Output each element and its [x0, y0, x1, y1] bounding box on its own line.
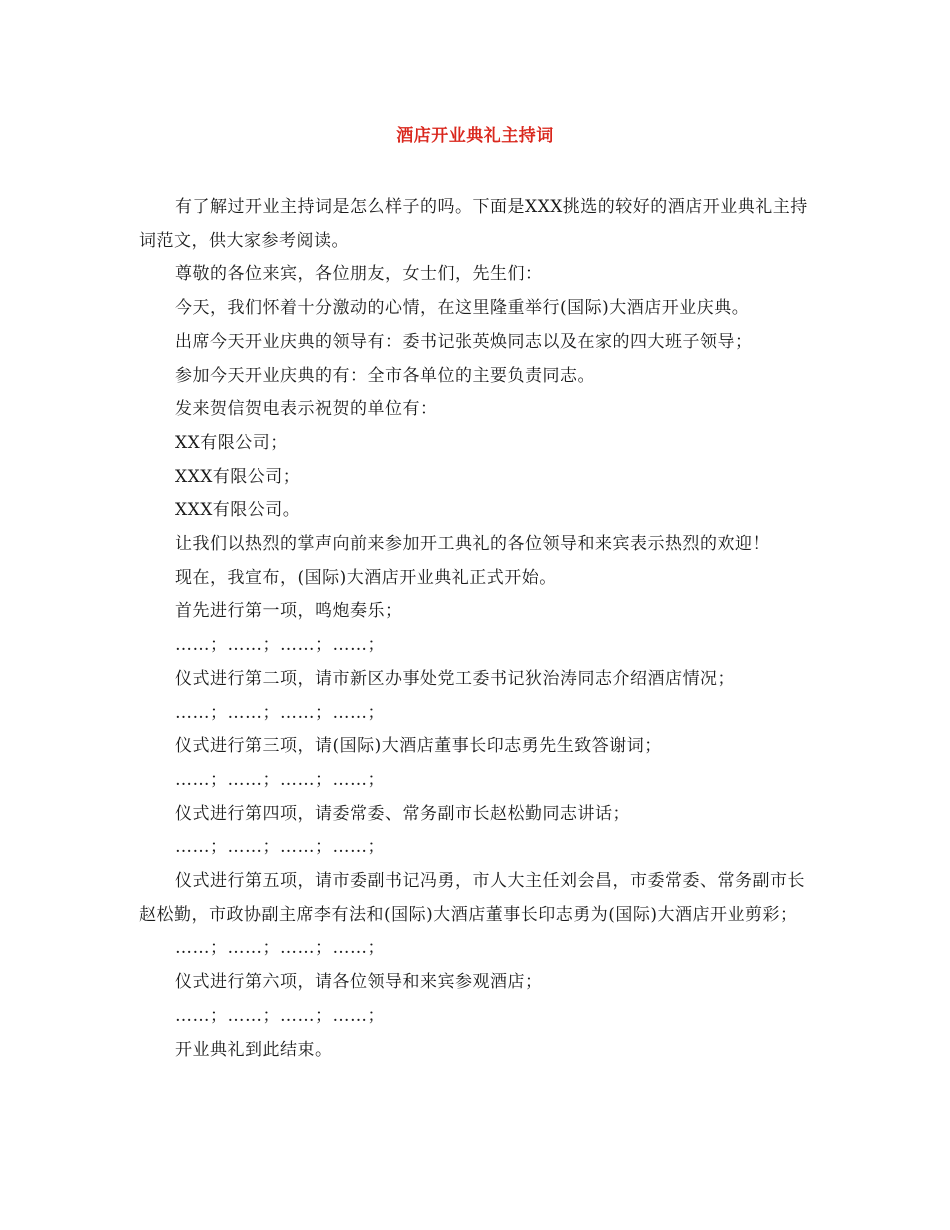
paragraph: 发来贺信贺电表示祝贺的单位有：	[175, 399, 438, 420]
paragraph: ……；……；……；……；	[175, 702, 385, 723]
paragraph: XXX有限公司。	[175, 500, 301, 521]
paragraph: ……；……；……；……；	[175, 635, 385, 656]
paragraph: 仪式进行第四项，请委常委、常务副市长赵松勤同志讲话；	[175, 803, 630, 824]
paragraph: XX有限公司；	[175, 432, 288, 453]
paragraph: 参加今天开业庆典的有：全市各单位的主要负责同志。	[175, 365, 595, 386]
paragraph: 出席今天开业庆典的领导有：委书记张英焕同志以及在家的四大班子领导；	[175, 331, 753, 352]
paragraph: ……；……；……；……；	[175, 837, 385, 858]
paragraph: 今天，我们怀着十分激动的心情，在这里隆重举行(国际)大酒店开业庆典。	[175, 298, 750, 319]
document-body	[139, 191, 819, 1067]
paragraph: 仪式进行第三项，请(国际)大酒店董事长印志勇先生致答谢词；	[175, 736, 662, 757]
paragraph: 开业典礼到此结束。	[175, 1039, 333, 1060]
paragraph: 有了解过开业主持词是怎么样子的吗。下面是XXX挑选的较好的酒店开业典礼主持词范文，供大家参考阅读。	[139, 197, 808, 251]
paragraph: 仪式进行第二项，请市新区办事处党工委书记狄治涛同志介绍酒店情况；	[175, 668, 735, 689]
paragraph: ……；……；……；……；	[175, 1005, 385, 1026]
paragraph: ……；……；……；……；	[175, 938, 385, 959]
paragraph: 尊敬的各位来宾，各位朋友，女士们，先生们：	[175, 264, 543, 285]
paragraph: ……；……；……；……；	[175, 769, 385, 790]
paragraph: 仪式进行第六项，请各位领导和来宾参观酒店；	[175, 972, 543, 993]
paragraph: 首先进行第一项，鸣炮奏乐；	[175, 601, 403, 622]
paragraph: 现在，我宣布，(国际)大酒店开业典礼正式开始。	[175, 567, 557, 588]
paragraph: 让我们以热烈的掌声向前来参加开工典礼的各位领导和来宾表示热烈的欢迎！	[175, 534, 770, 555]
paragraph: 仪式进行第五项，请市委副书记冯勇，市人大主任刘会昌，市委常委、常务副市长赵松勤，市政协副主席李有法和(国际)大酒店董事长印志勇为(国际)大酒店开业剪彩；	[139, 871, 805, 925]
paragraph: XXX有限公司；	[175, 466, 301, 487]
document-title: 酒店开业典礼主持词	[396, 126, 554, 146]
